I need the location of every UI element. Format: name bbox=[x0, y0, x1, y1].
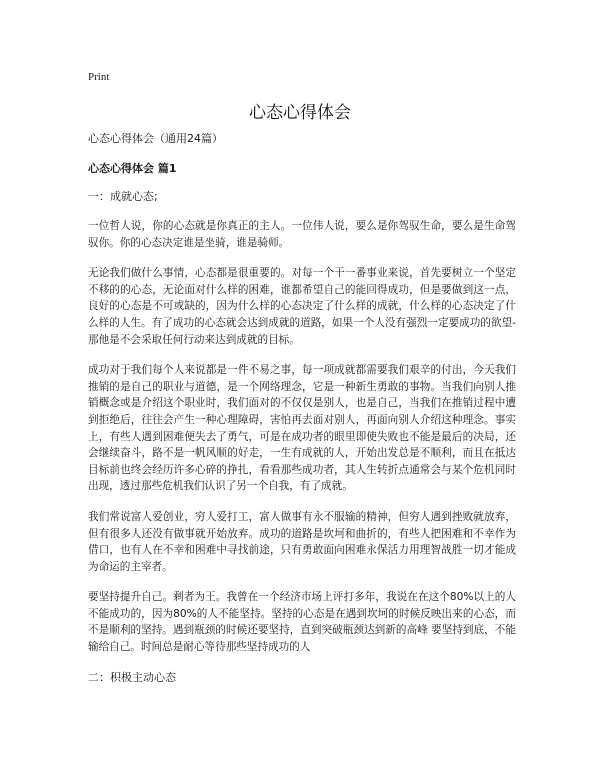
document-body bbox=[88, 131, 516, 699]
paragraph-4: 我们常说富人爱创业，穷人爱打工，富人做事有永不服输的精神，但穷人遇到挫败就放弃，但有很多人还没有做事就开始放弃。成功的道路是坎坷和曲折的，有些人把困难和不幸作为借口，也有人在不幸和困难中寻找前途，只有勇敢面向困难永保活力用理智战胜一切才能成为命运的主宰者。 bbox=[88, 510, 516, 573]
print-label: Print bbox=[88, 71, 110, 83]
paragraph-5: 要坚持提升自己。剩者为王。我曾在一个经济市场上评打多年，我说在在这个80%以上的人不能成功的，因为80%的人不能坚持。坚持的心态是在遇到坎坷的时候反映出来的心态，而不是顺利的坚持。遇到瓶颈的时候还要坚持，直到突破瓶颈达到新的高峰 要坚持到底，不能输给自己。时间总是耐心等待那些坚持成功的人 bbox=[88, 591, 516, 654]
paragraph-1: 一位哲人说，你的心态就是你真正的主人。一位伟人说，要么是你驾驭生命，要么是生命驾驭你。你的心态决定谁是坐骑，谁是骑师。 bbox=[88, 220, 516, 249]
document-subtitle: 心态心得体会（通用24篇） bbox=[88, 132, 223, 145]
point-heading-one: 一：成就心态; bbox=[88, 190, 158, 203]
document-title: 心态心得体会 bbox=[249, 103, 351, 123]
paragraph-2: 无论我们做什么事情，心态都是很重要的。对每一个干一番事业来说，首先要树立一个坚定不移的的心态，无论面对什么样的困难，谁都希望自己的能回得成功，但是要做到这一点，良好的心态是不可或缺的，因为什么样的心态决定了什么样的成就，什么样的心态决定了什么样的人生。有了成功的心态就会达到成就的道路，如果一个人没有强烈一定要成功的欲望-那他是不会采取任何行动来达到成就的目标。 bbox=[88, 267, 516, 346]
point-heading-two: 二：积极主动心态 bbox=[88, 670, 176, 684]
section-heading: 心态心得体会 篇1 bbox=[88, 162, 177, 175]
paragraph-3: 成功对于我们每个人来说都是一件不易之事，每一项成就都需要我们艰辛的付出，今天我们推销的是自己的职业与道德，是一个网络理念，它是一种新生勇敢的事物。当我们向别人推销概念或是介绍这个职业时，我们面对的不仅仅是别人，也是自己，当我们在推销过程中遭到拒绝后，往往会产生一种心理障碍，害怕再去面对别人，再面向别人介绍这种理念。事实上，有些人遇到困难便失去了勇气，可是在成功者的眼里即使失败也不能是最后的决局，还会继续奋斗，路不是一帆风顺的好走，一生有成就的人，开始出发总是不顺利，而且在抵达目标前也终会经历许多心碎的挣扎，看看那些成功者，其人生转折点通常会与某个危机同时出现，透过那些危机我们认识了另一个自我，有了成就。 bbox=[88, 364, 516, 493]
